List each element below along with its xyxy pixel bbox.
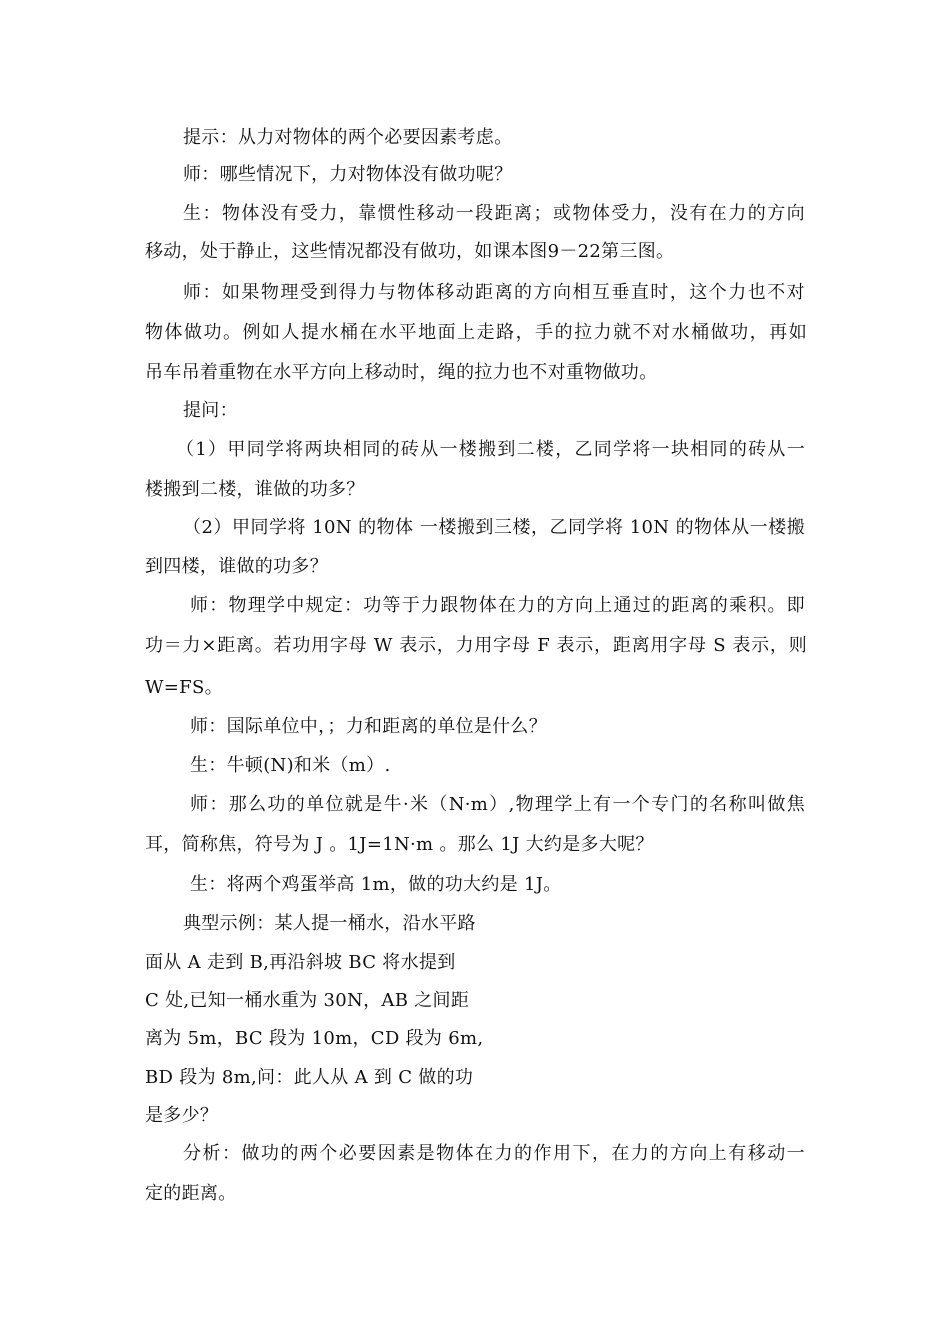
text-line: 生：将两个鸡蛋举高 1m，做的功大约是 1J。 [190,874,562,895]
text-line: 楼搬到二楼，谁做的功多？ [145,479,365,500]
text-line: 是多少？ [145,1105,219,1126]
text-line: （2）甲同学将 10N 的物体 一楼搬到三楼，乙同学将 10N 的物体从一楼搬 [183,517,805,538]
text-line: 耳，简称焦，符号为 J 。1J=1N·m 。那么 1J 大约是多大呢？ [145,834,654,855]
text-line: 吊车吊着重物在水平方向上移动时，绳的拉力也不对重物做功。 [145,362,658,383]
text-line: 师：哪些情况下，力对物体没有做功呢？ [183,164,513,185]
text-line: 功＝力×距离。若功用字母 W 表示，力用字母 F 表示，距离用字母 S 表示，则 [145,635,807,656]
text-line: 分析：做功的两个必要因素是物体在力的作用下，在力的方向上有移动一 [183,1143,805,1164]
text-line: 移动，处于静止，这些情况都没有做功，如课本图9－22第三图。 [145,241,675,262]
text-line: 典型示例：某人提一桶水，沿水平路 [183,913,476,934]
text-line: 定的距离。 [145,1183,237,1204]
text-line: 面从 A 走到 B,再沿斜坡 BC 将水提到 [145,952,456,973]
text-line: 提问： [183,400,238,421]
text-line: BD 段为 8m,问：此人从 A 到 C 做的功 [145,1067,474,1088]
text-line: 师：物理学中规定：功等于力跟物体在力的方向上通过的距离的乘积。即 [190,595,805,616]
text-line: 物体做功。例如人提水桶在水平地面上走路，手的拉力就不对水桶做功，再如 [145,322,807,343]
text-line: 生：牛顿(N)和米（m）. [190,755,391,776]
text-line: 提示：从力对物体的两个必要因素考虑。 [183,127,513,148]
text-line: 师：那么功的单位就是牛·米（N·m）,物理学上有一个专门的名称叫做焦 [190,794,805,815]
text-line: 师：如果物理受到得力与物体移动距离的方向相互垂直时，这个力也不对 [183,282,805,303]
text-line: 生：物体没有受力，靠惯性移动一段距离；或物体受力，没有在力的方向 [183,203,805,224]
text-line: 离为 5m，BC 段为 10m，CD 段为 6m, [145,1028,484,1049]
text-line: 到四楼，谁做的功多？ [145,556,328,577]
text-line: C 处,已知一桶水重为 30N，AB 之间距 [145,990,470,1011]
text-line: W=FS。 [145,677,223,698]
text-line: 师：国际单位中，；力和距离的单位是什么？ [190,716,547,737]
text-line: （1）甲同学将两块相同的砖从一楼搬到二楼，乙同学将一块相同的砖从一 [176,439,805,460]
